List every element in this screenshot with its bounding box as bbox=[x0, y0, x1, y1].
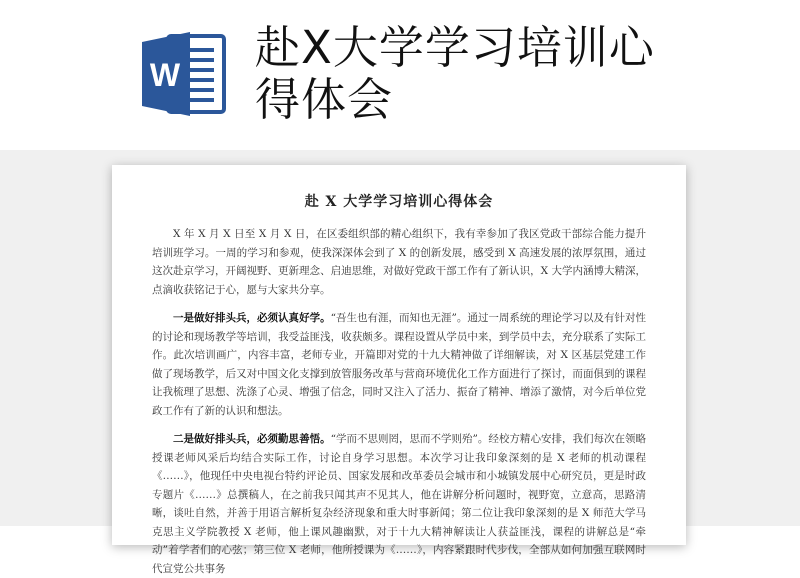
word-document-icon bbox=[138, 28, 230, 120]
paragraph-text: “吾生也有涯，而知也无涯”。通过一周系统的理论学习以及有针对性的讨论和现场教学等培训，我受益匪浅，收获颇多。课程设置从学员中来，到学员中去，充分联系了实际工作。此次培训画广，内容丰富，老师专业，开篇即对党的十九大精神做了详细解读，对 X 区基层党建工作做了现场教学，后又对中国文化支撑到放管服务改革与营商环境优化工作方面进行了探讨，而面俱到的课程让我梳理了思想、洗涤了心灵、增强了信念，同时又注入了活力、振奋了精神、增添了激情，对今后单位党政工作有了新的认识和想法。 bbox=[152, 312, 646, 417]
paragraph-text: “学而不思则罔，思而不学则殆”。经校方精心安排，我们每次在领略授课老师风采后均结合实际工作，讨论自身学习思想。本次学习让我印象深刻的是 X 老师的机动课程《……》，他现任中央电视台特约评论员、国家发展和改革委员会城市和小城镇发展中心研究员，更是时政专题片《……》总撰稿人，在之前我只闻其声不见其人，他在讲解分析问题时，视野宽，立意高，思路清晰，谈吐自然，并善于用语言解析复杂经济现象和重大时事新闻；第二位让我印象深刻的是 X 师范大学马克思主义学院教授 X 老师，他上课风趣幽默，对于十九大精神解读让人获益匪浅，课程的讲解总是“牵动”着学者们的心弦；第三位 X 老师，他所授课为《……》，内容紧跟时代步伐，全部从如何加强互联网时代宣党公共事务 bbox=[152, 433, 646, 575]
paragraph-text: X 年 X 月 X 日至 X 月 X 日，在区委组织部的精心组织下，我有幸参加了我区党政干部综合能力提升培训班学习。一周的学习和参观，使我深深体会到了 X 的创新发展，感受到 X 高速发展的浓厚氛围，通过这次赴京学习，开阔视野、更新理念、启迪思维，对做好党政干部工作有了新认识，X 大学内涵博大精深，点滴收获铭记于心，愿与大家共分享。 bbox=[152, 228, 646, 296]
paragraph-lead: 一是做好排头兵，必须认真好学。 bbox=[173, 312, 331, 324]
document-heading: 赴 X 大学学习培训心得体会 bbox=[304, 194, 494, 210]
document-page bbox=[112, 165, 686, 575]
paragraph-intro bbox=[152, 225, 646, 299]
banner-title: 赴X大学学习培训心得体会 bbox=[255, 21, 655, 126]
word-icon-letter: W bbox=[149, 57, 181, 93]
paragraph-point-two bbox=[152, 430, 646, 578]
paragraph-lead: 二是做好排头兵，必须勤思善悟。 bbox=[173, 433, 331, 445]
banner bbox=[0, 0, 800, 150]
paragraph-point-one bbox=[152, 309, 646, 420]
